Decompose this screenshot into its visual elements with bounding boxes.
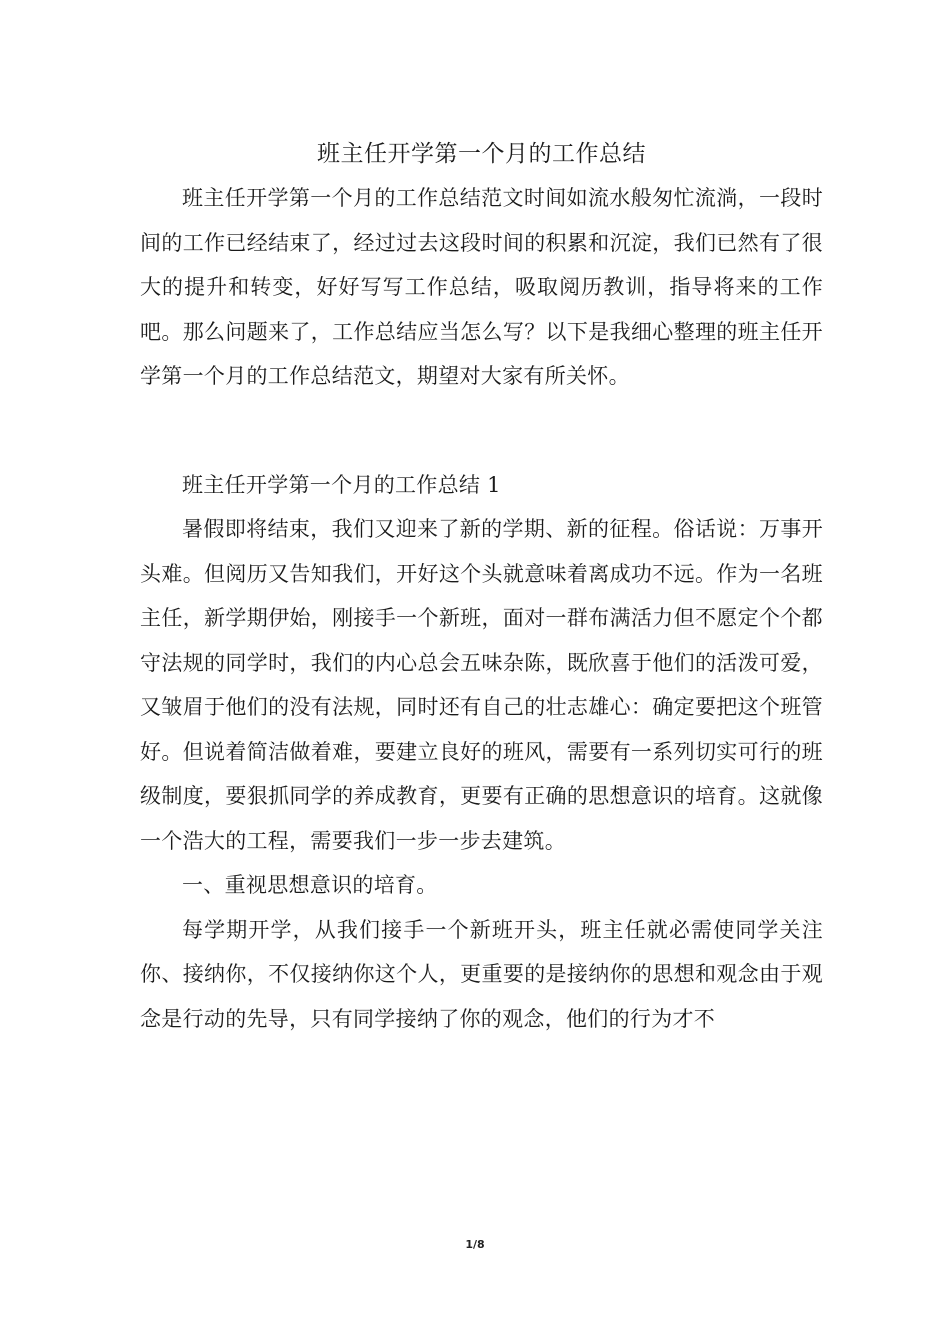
subheading-1: 一、重视思想意识的培育。 bbox=[182, 873, 438, 897]
body-paragraph-2: 每学期开学，从我们接手一个新班开头，班主任就必需使同学关注你、接纳你，不仅接纳你这个人，更重要的是接纳你的思想和观念由于观念是行动的先导，只有同学接纳了你的观念，他们的行为才不 bbox=[140, 917, 823, 1031]
page-number: 1/8 bbox=[465, 1238, 485, 1251]
paragraph-spacer bbox=[140, 399, 823, 463]
intro-paragraph: 班主任开学第一个月的工作总结范文时间如流水般匆忙流淌，一段时间的工作已经结束了，经过过去这段时间的积累和沉淀，我们已然有了很大的提升和转变，好好写写工作总结，吸取阅历教训，指导将来的工作吧。那么问题来了，工作总结应当怎么写？以下是我细心整理的班主任开学第一个月的工作总结范文，期望对大家有所关怀。 bbox=[140, 186, 823, 388]
document-body bbox=[140, 132, 823, 1041]
body-paragraph-1: 暑假即将结束，我们又迎来了新的学期、新的征程。俗话说：万事开头难。但阅历又告知我们，开好这个头就意味着离成功不远。作为一名班主任，新学期伊始，刚接手一个新班，面对一群布满活力但不愿定个个都守法规的同学时，我们的内心总会五味杂陈，既欣喜于他们的活泼可爱，又皱眉于他们的没有法规，同时还有自己的壮志雄心：确定要把这个班管好。但说着简洁做着难，要建立良好的班风，需要有一系列切实可行的班级制度，要狠抓同学的养成教育，更要有正确的思想意识的培育。这就像一个浩大的工程，需要我们一步一步去建筑。 bbox=[140, 517, 823, 853]
section-title: 班主任开学第一个月的工作总结 1 bbox=[182, 472, 501, 497]
document-title: 班主任开学第一个月的工作总结 bbox=[317, 141, 646, 167]
